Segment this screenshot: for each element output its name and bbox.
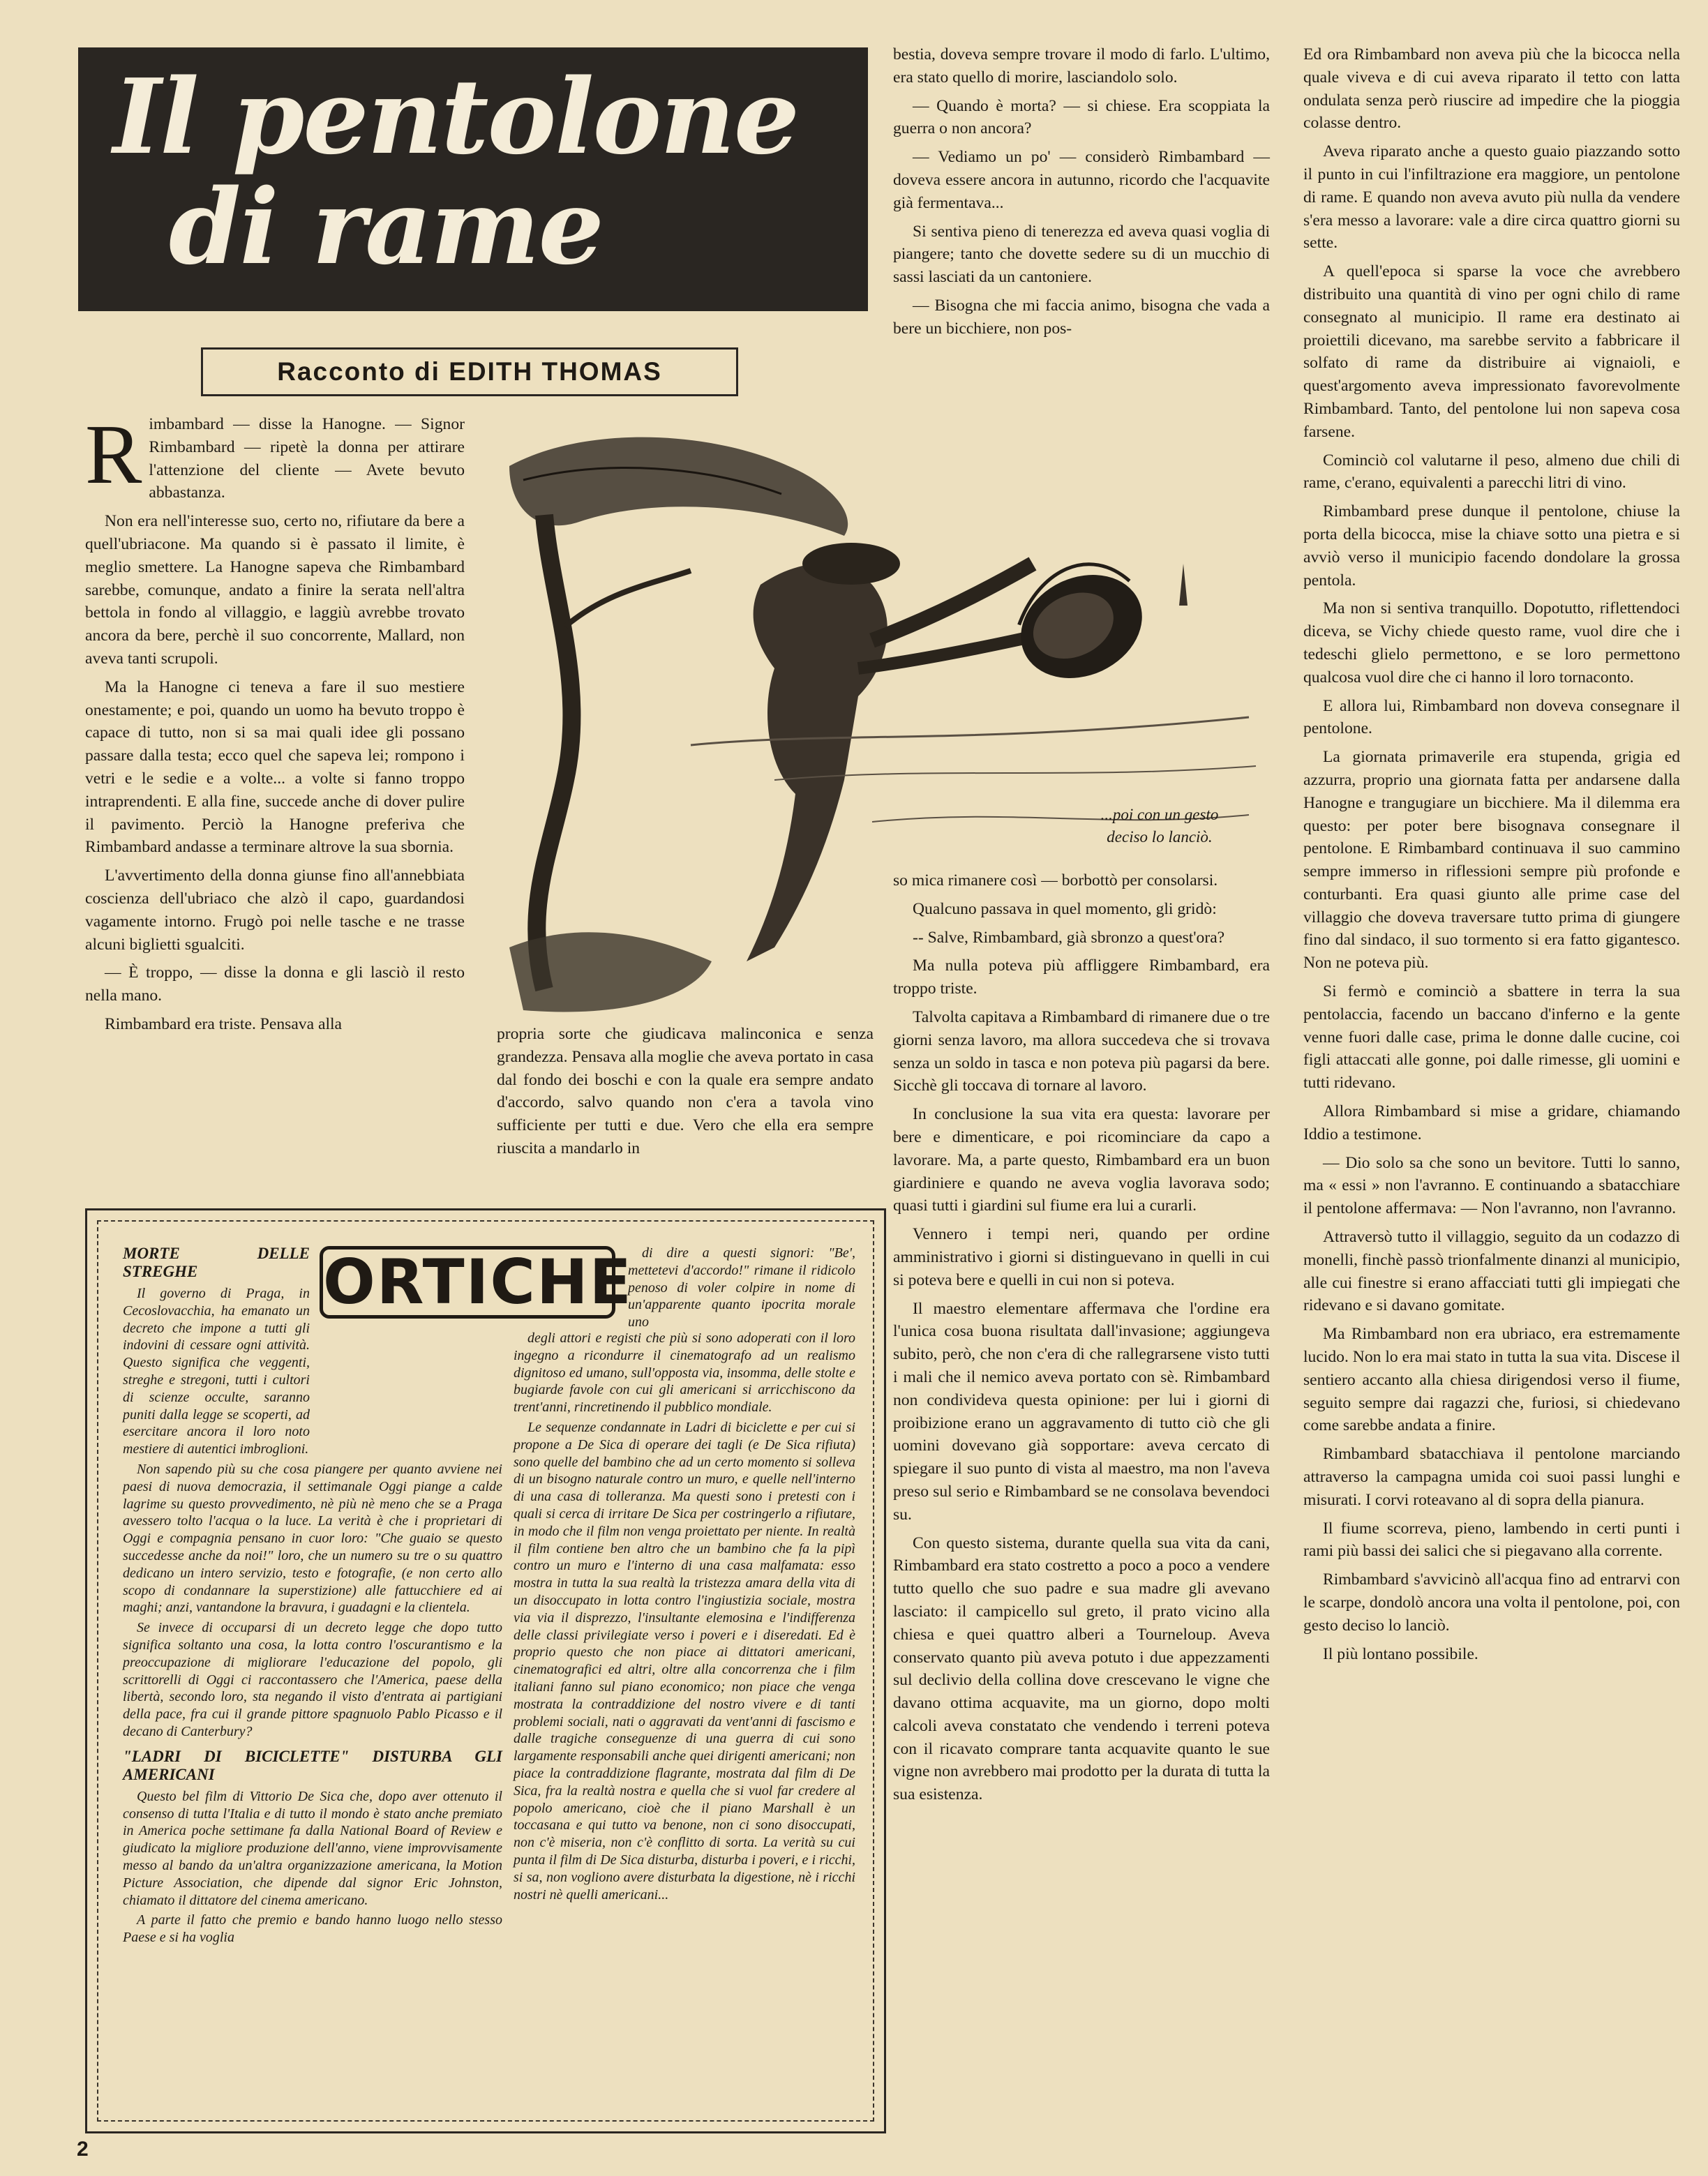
title-line-1: Il pentolone: [113, 56, 799, 177]
paragraph: degli attori e registi che più si sono adoperati con il loro ingegno a ricondurre il cinematografo ad un realismo dignitoso ed umano, sull'opposta via, insomma, delle stolte e bugiarde favole con cui gli americani si arricchiscono da trent'anni, rincretinendo il pubblico mondiale.: [514, 1330, 855, 1416]
paragraph: Ma non si sentiva tranquillo. Dopotutto, riflettendoci diceva, se Vichy chiede questo rame, vuol dire che i tedeschi glielo permettono, e se loro permettono qualcosa vuol dire che ci hanno il loro tornaconto.: [1303, 599, 1680, 686]
paragraph: Ed ora Rimbambard non aveva più che la bicocca nella quale viveva e di cui aveva riparato il tetto con latta ondulata senza però riuscire ad impedire che la pioggia colasse dentro.: [1303, 45, 1680, 133]
paragraph: Rimbambard era triste. Pensava alla: [105, 1014, 343, 1033]
paragraph: Qualcuno passava in quel momento, gli gridò:: [913, 899, 1217, 918]
drop-cap: R: [85, 407, 142, 502]
paragraph: — Dio solo sa che sono un bevitore. Tutti lo sanno, ma « essi » non l'avranno. E continuando a sbatacchiare il pentolone affermava: — Non l'avranno, non l'avranno.: [1303, 1153, 1680, 1218]
paragraph: Rimbambard sbatacchiava il pentolone marciando attraverso la campagna umida coi suoi passi lunghi e misurati. I corvi roteavano al di sopra della pianura.: [1303, 1445, 1680, 1509]
paragraph: Cominciò col valutarne il peso, almeno due chili di rame, c'erano, equivalenti a parecchi litri di vino.: [1303, 451, 1680, 493]
ortiche-paragraph: Non sapendo più su che cosa piangere per quanto avviene nei paesi di nuova democrazia, il settimanale Oggi piange a calde lagrime su questo provvedimento, nè più nè meno che se a Praga avessero tolto l'acqua o la luce. La verità è che i proprietari di Oggi e compagnia pensano in cuor loro: "Che guaio se questo succedesse anche da noi!" loro, che un numero su tre o su quattro dedicano un intero servizio, testo e fotografie, (e non certo allo scopo di condannare la superstizione) alle fattucchiere ed ai maghi; anzi, vantandone la bravura, i guadagni e la clientela.: [123, 1461, 502, 1616]
paragraph: Con questo sistema, durante quella sua vita da cani, Rimbambard era stato costretto a poco a poco a vendere tutto quello che suo padre e sua madre gli avevano lasciato: il campicello sul greto, il prato vicino alla chiesa e quei quattro alberi a Tourneloup. Aveva conservato quanto più aveva potuto i due appezzamenti sul declivio della collina dove crescevano le vigne che davano ottima acquavite, ma un giorno, dopo molti calcoli aveva constatato che vendendo i terreni poteva con il ricavato comprare tanta acquavite quanto le sue vigne non avrebbero mai prodotto per la durata di tutta la sua esistenza.: [893, 1533, 1270, 1804]
paragraph: E allora lui, Rimbambard non doveva consegnare il pentolone.: [1303, 696, 1680, 738]
story-column-1: [85, 407, 465, 1042]
ortiche-column-right-top: [628, 1245, 855, 1334]
paragraph: Aveva riparato anche a questo guaio piazzando sotto il punto in cui l'infiltrazione era maggiore, un pentolone di rame. E quando non aveva avuto più nulla da vendere s'era messo a lavorare: vale a dire circa quattro giorni su sette.: [1303, 142, 1680, 253]
paragraph: Ma Rimbambard non era ubriaco, era estremamente lucido. Non lo era mai stato in tutta la sua vita. Discese il sentiero accanto alla chiesa dirigendosi verso il fiume, seguito sempre dai ragazzi che, furiosi, si chiedevano come sarebbe andata a finire.: [1303, 1325, 1680, 1435]
story-column-3-top: [893, 43, 1270, 346]
ortiche-paragraph: Il governo di Praga, in Cecoslovacchia, ha emanato un decreto che impone a tutti gli indovini di cessare ogni attività. Questo significa che veggenti, streghe e stregoni, tutti i cultori di scienze occulte, saranno puniti dalla legge se scoperti, ad esercitare ancora il loro noto mestiere di autentici imbroglioni.: [123, 1286, 310, 1457]
paragraph: A quell'epoca si sparse la voce che avrebbero distribuito una quantità di vino per ogni chilo di rame consegnato al municipio. Il rame era destinato ai proiettili dicevano, ma sarebbe servito a fabbricare il solfato di rame da distribuire ai vignaioli, e quest'argomento aveva impressionato favorevolmente Rimbambard. Tanto, del pentolone lui non sapeva cosa farsene.: [1303, 262, 1680, 441]
paragraph: imbambard — disse la Hanogne. — Signor Rimbambard — ripetè la donna per attirare l'attenzione del cliente — Avete bevuto abbastanza.: [149, 415, 465, 502]
ortiche-heading: ORTICHE: [320, 1246, 615, 1319]
paragraph: Ma nulla poteva più affliggere Rimbambard, era troppo triste.: [893, 956, 1270, 998]
ortiche-paragraph: Questo bel film di Vittorio De Sica che, dopo aver ottenuto il consenso di tutta l'Italia e di tutto il mondo è stato anche premiato in America poche settimane fa dalla National Board of Review e giudicato la migliore produzione dell'anno, viene improvvisamente messo al bando da un'altra organizzazione americana, la Motion Picture Association, che dipende dal signor Eric Johnston, chiamato il dittatore del cinema americano.: [123, 1788, 502, 1908]
illustration-caption: [1055, 804, 1264, 848]
story-column-3-bottom: [893, 869, 1270, 1812]
paragraph: L'avvertimento della donna giunse fino all'annebbiata coscienza dell'ubriaco che alzò il capo, guardandosi vagamente intorno. Frugò poi nelle tasche e ne trasse alcuni biglietti sgualciti.: [85, 866, 465, 954]
page-number: 2: [77, 2138, 89, 2161]
paragraph: so mica rimanere così — borbottò per consolarsi.: [893, 871, 1218, 890]
paragraph: Il più lontano possibile.: [1323, 1644, 1478, 1663]
paragraph: Le sequenze condannate in Ladri di biciclette e per cui si propone a De Sica di operare dei tagli (e De Sica rifiuta) sono quelle del bambino che ad un certo momento si solleva di un bisogno naturale contro un muro, e quelle nell'interno di una casa di tolleranza. Ma questi sono i pretesti con i quali si cerca di irritare De Sica per costringerlo a rifiutare, in modo che il film non venga proiettato per niente. In realtà il film contiene ben altro che un bambino che fa la pipì contro un muro e l'interno di una casa malfamata: esso mostra in tutta la sua realtà la tristezza amara della vita di un disoccupato in lotta contro l'ingiustizia sociale, mostra via via il disprezzo, l'insultante elemosina e l'indifferenza delle classi privilegiate verso i poveri e i diseredati. Ed è proprio questo che non piace ai dittatori americani, cinematografici ed altri, oltre alla concorrenza che i film italiani fanno sul piano economico; non piace che venga mostrata la contraddizione del nostro vivere e di tanti problemi sociali, nati o aggravati da vent'anni di fascismo e dalle tragiche conseguenze di una guerra di cui sono largamente responsabili anche quei dirigenti americani; non piace la contraddizione flagrante, mostrata dal film di De Sica, fra la realtà nostra e quella che si vuol far credere al popolo americano, cioè che il piano Marshall è un toccasana e qui tutto va benone, non ci sono disoccupati, non c'è miseria, non c'è conflitto di sorta. La verità su cui punta il film di De Sica disturba, disturba i poveri, e i ricchi, si sa, non vogliono avere disturbata la digestione, nè i ricchi nostri nè quelli americani...: [514, 1419, 855, 1903]
paragraph: — Quando è morta? — si chiese. Era scoppiata la guerra o non ancora?: [893, 96, 1270, 138]
paragraph: — È troppo, — disse la donna e gli lasciò il resto nella mano.: [85, 963, 465, 1005]
paragraph: — Vediamo un po' — considerò Rimbambard — doveva essere ancora in autunno, ricordo che l'acquavite già fermentava...: [893, 148, 1270, 212]
byline: Racconto di EDITH THOMAS: [201, 347, 738, 396]
paragraph: bestia, doveva sempre trovare il modo di farlo. L'ultimo, era stato quello di morire, lasciandolo solo.: [893, 45, 1270, 87]
paragraph: Si fermò e cominciò a sbattere in terra la sua pentolaccia, facendo un baccano d'inferno e la gente venne fuori dalle case, prima le donne dalle cucine, coi figli attaccati alle gonne, poi dalle rimesse, gli uomini e tutti ridevano.: [1303, 982, 1680, 1093]
paragraph: Attraversò tutto il villaggio, seguito da un codazzo di monelli, finchè passò trionfalmente dinanzi al municipio, alle cui finestre si erano affacciati tutti gli impiegati che ridevano e si davano gomitate.: [1303, 1228, 1680, 1315]
ortiche-right-intro: di dire a questi signori: "Be', mettetevi d'accordo!" rimane il ridicolo penoso di voler colpire in nome di un'apparente quanto ipocrita morale uno: [628, 1245, 855, 1330]
story-column-4: [1303, 43, 1680, 1671]
paragraph: -- Salve, Rimbambard, già sbronzo a quest'ora?: [913, 928, 1225, 947]
title-line-2: di rame: [169, 166, 603, 287]
paragraph: Rimbambard s'avvicinò all'acqua fino ad entrarvi con le scarpe, dondolò ancora una volta il pentolone, poi, con gesto deciso lo lanciò.: [1303, 1570, 1680, 1635]
ortiche-column-right: [514, 1330, 855, 1906]
ortiche-paragraph: Se invece di occuparsi di un decreto legge che dopo tutto significa soltanto una cosa, la lotta contro l'oscurantismo e la preoccupazione di migliorare l'educazione del popolo, gli scrittorelli di Oggi ci raccontassero che l'America, paese della libertà, secondo loro, sta negando il visto d'entrata ai partigiani della pace, fra cui il grande pittore spagnuolo Pablo Picasso e il decano di Canterbury?: [123, 1620, 502, 1739]
caption-line-1: ...poi con un gesto: [1100, 806, 1219, 823]
ortiche-heading-streghe: MORTE DELLE STREGHE: [123, 1245, 310, 1280]
paragraph: Rimbambard prese dunque il pentolone, chiuse la porta della bicocca, mise la chiave sotto una pietra e si avviò verso il municipio facendo dondolare la grossa pentola.: [1303, 502, 1680, 590]
paragraph: La giornata primaverile era stupenda, grigia ed azzurra, proprio una giornata fatta per andarsene dalla Hanogne e trangugiare un bicchiere. Ma il dilemma era questo: per poter bere bisognava consegnare il pentolone. E Rimbambard continuava il suo cammino sempre immerso in riflessioni sempre più profonde e conturbanti. Era quasi giunto alle prime case del villaggio che doveva traversare tutto prima di giungere fino dal sindaco, il suo tormento si era fatto gigantesco. Non ne poteva più.: [1303, 748, 1680, 973]
title-banner: [78, 47, 868, 311]
ortiche-column-left: [123, 1245, 502, 1949]
ortiche-heading-ladri: "LADRI DI BICICLETTE" DISTURBA GLI AMERICANI: [123, 1747, 502, 1783]
paragraph: Si sentiva pieno di tenerezza ed aveva quasi voglia di piangere; tanto che dovette sedere su di un mucchio di sassi lasciati da un cantoniere.: [893, 222, 1270, 287]
paragraph: Il fiume scorreva, pieno, lambendo in certi punti i rami più bassi dei salici che si piegavano alla corrente.: [1303, 1519, 1680, 1561]
paragraph: propria sorte che giudicava malinconica e senza grandezza. Pensava alla moglie che aveva portato in casa dal fondo dei boschi e con la quale era sempre andato d'accordo, salvo quando non c'era a tavola vino sufficiente per tutti e due. Vero che ella era sempre riuscita a mandarlo in: [497, 1025, 874, 1157]
paragraph: — Bisogna che mi faccia animo, bisogna che vada a bere un bicchiere, non pos-: [893, 296, 1270, 338]
ortiche-paragraph: A parte il fatto che premio e bando hanno luogo nello stesso Paese e si ha voglia: [123, 1912, 502, 1946]
paragraph: Il maestro elementare affermava che l'ordine era l'unica cosa buona risultata dall'invasione; aggiungeva subito, però, che non c'era di che rallegrarsene visto tutti i mali che il nemico aveva portato con sè. Rimbambard non condivideva questa opinione: per lui i giorni di proibizione erano un aggravamento di tutto ciò che gli uomini dovevano già sopportare: aveva cercato di spiegare il suo punto di vista al maestro, ma non l'aveva preso sul serio e Rimbambard se ne consolava bevendoci su.: [893, 1299, 1270, 1524]
paragraph: Talvolta capitava a Rimbambard di rimanere due o tre giorni senza lavoro, ma allora succedeva che si trovava senza un soldo in tasca e non poteva più pagarsi da bere. Sicchè gli toccava di tornare al lavoro.: [893, 1007, 1270, 1095]
paragraph: In conclusione la sua vita era questa: lavorare per bere e dimenticare, e poi ricominciare da capo a lavorare. Ma, a parte questo, Rimbambard era un buon giardiniere e quando ne aveva voglia lavorava sodo; quasi tutti i giardini sul fiume era lui a curarli.: [893, 1105, 1270, 1215]
caption-line-2: deciso lo lanciò.: [1107, 828, 1213, 846]
paragraph: Ma la Hanogne ci teneva a fare il suo mestiere onestamente; e poi, quando un uomo ha bevuto troppo è capace di tutto, non si sa mai quali idee gli possano passare dalla testa; ecco quel che sapeva lei; rompono i vetri e le sedie e a volte... a volte si fanno troppo intraprendenti. E alla fine, succede anche di dover pulire il pavimento. Perciò la Hanogne preferiva che Rimbambard andasse a terminare altrove la sua sbornia.: [85, 677, 465, 857]
story-column-2: [497, 1023, 874, 1166]
paragraph: Non era nell'interesse suo, certo no, rifiutare da bere a quell'ubriacone. Ma quando si è passato il limite, è meglio smettere. La Hanogne sapeva che Rimbambard sarebbe, comunque, andato a finire la serata nell'altra bettola in fondo al villaggio, e laggiù avrebbe trovato ancora da bere, perchè il suo concorrente, Mallard, non aveva tanti scrupoli.: [85, 512, 465, 668]
paragraph: Vennero i tempi neri, quando per ordine amministrativo i giorni si distinguevano in quelli in cui si poteva bere e quelli in cui non si poteva.: [893, 1225, 1270, 1289]
paragraph: Allora Rimbambard si mise a gridare, chiamando Iddio a testimone.: [1303, 1102, 1680, 1143]
